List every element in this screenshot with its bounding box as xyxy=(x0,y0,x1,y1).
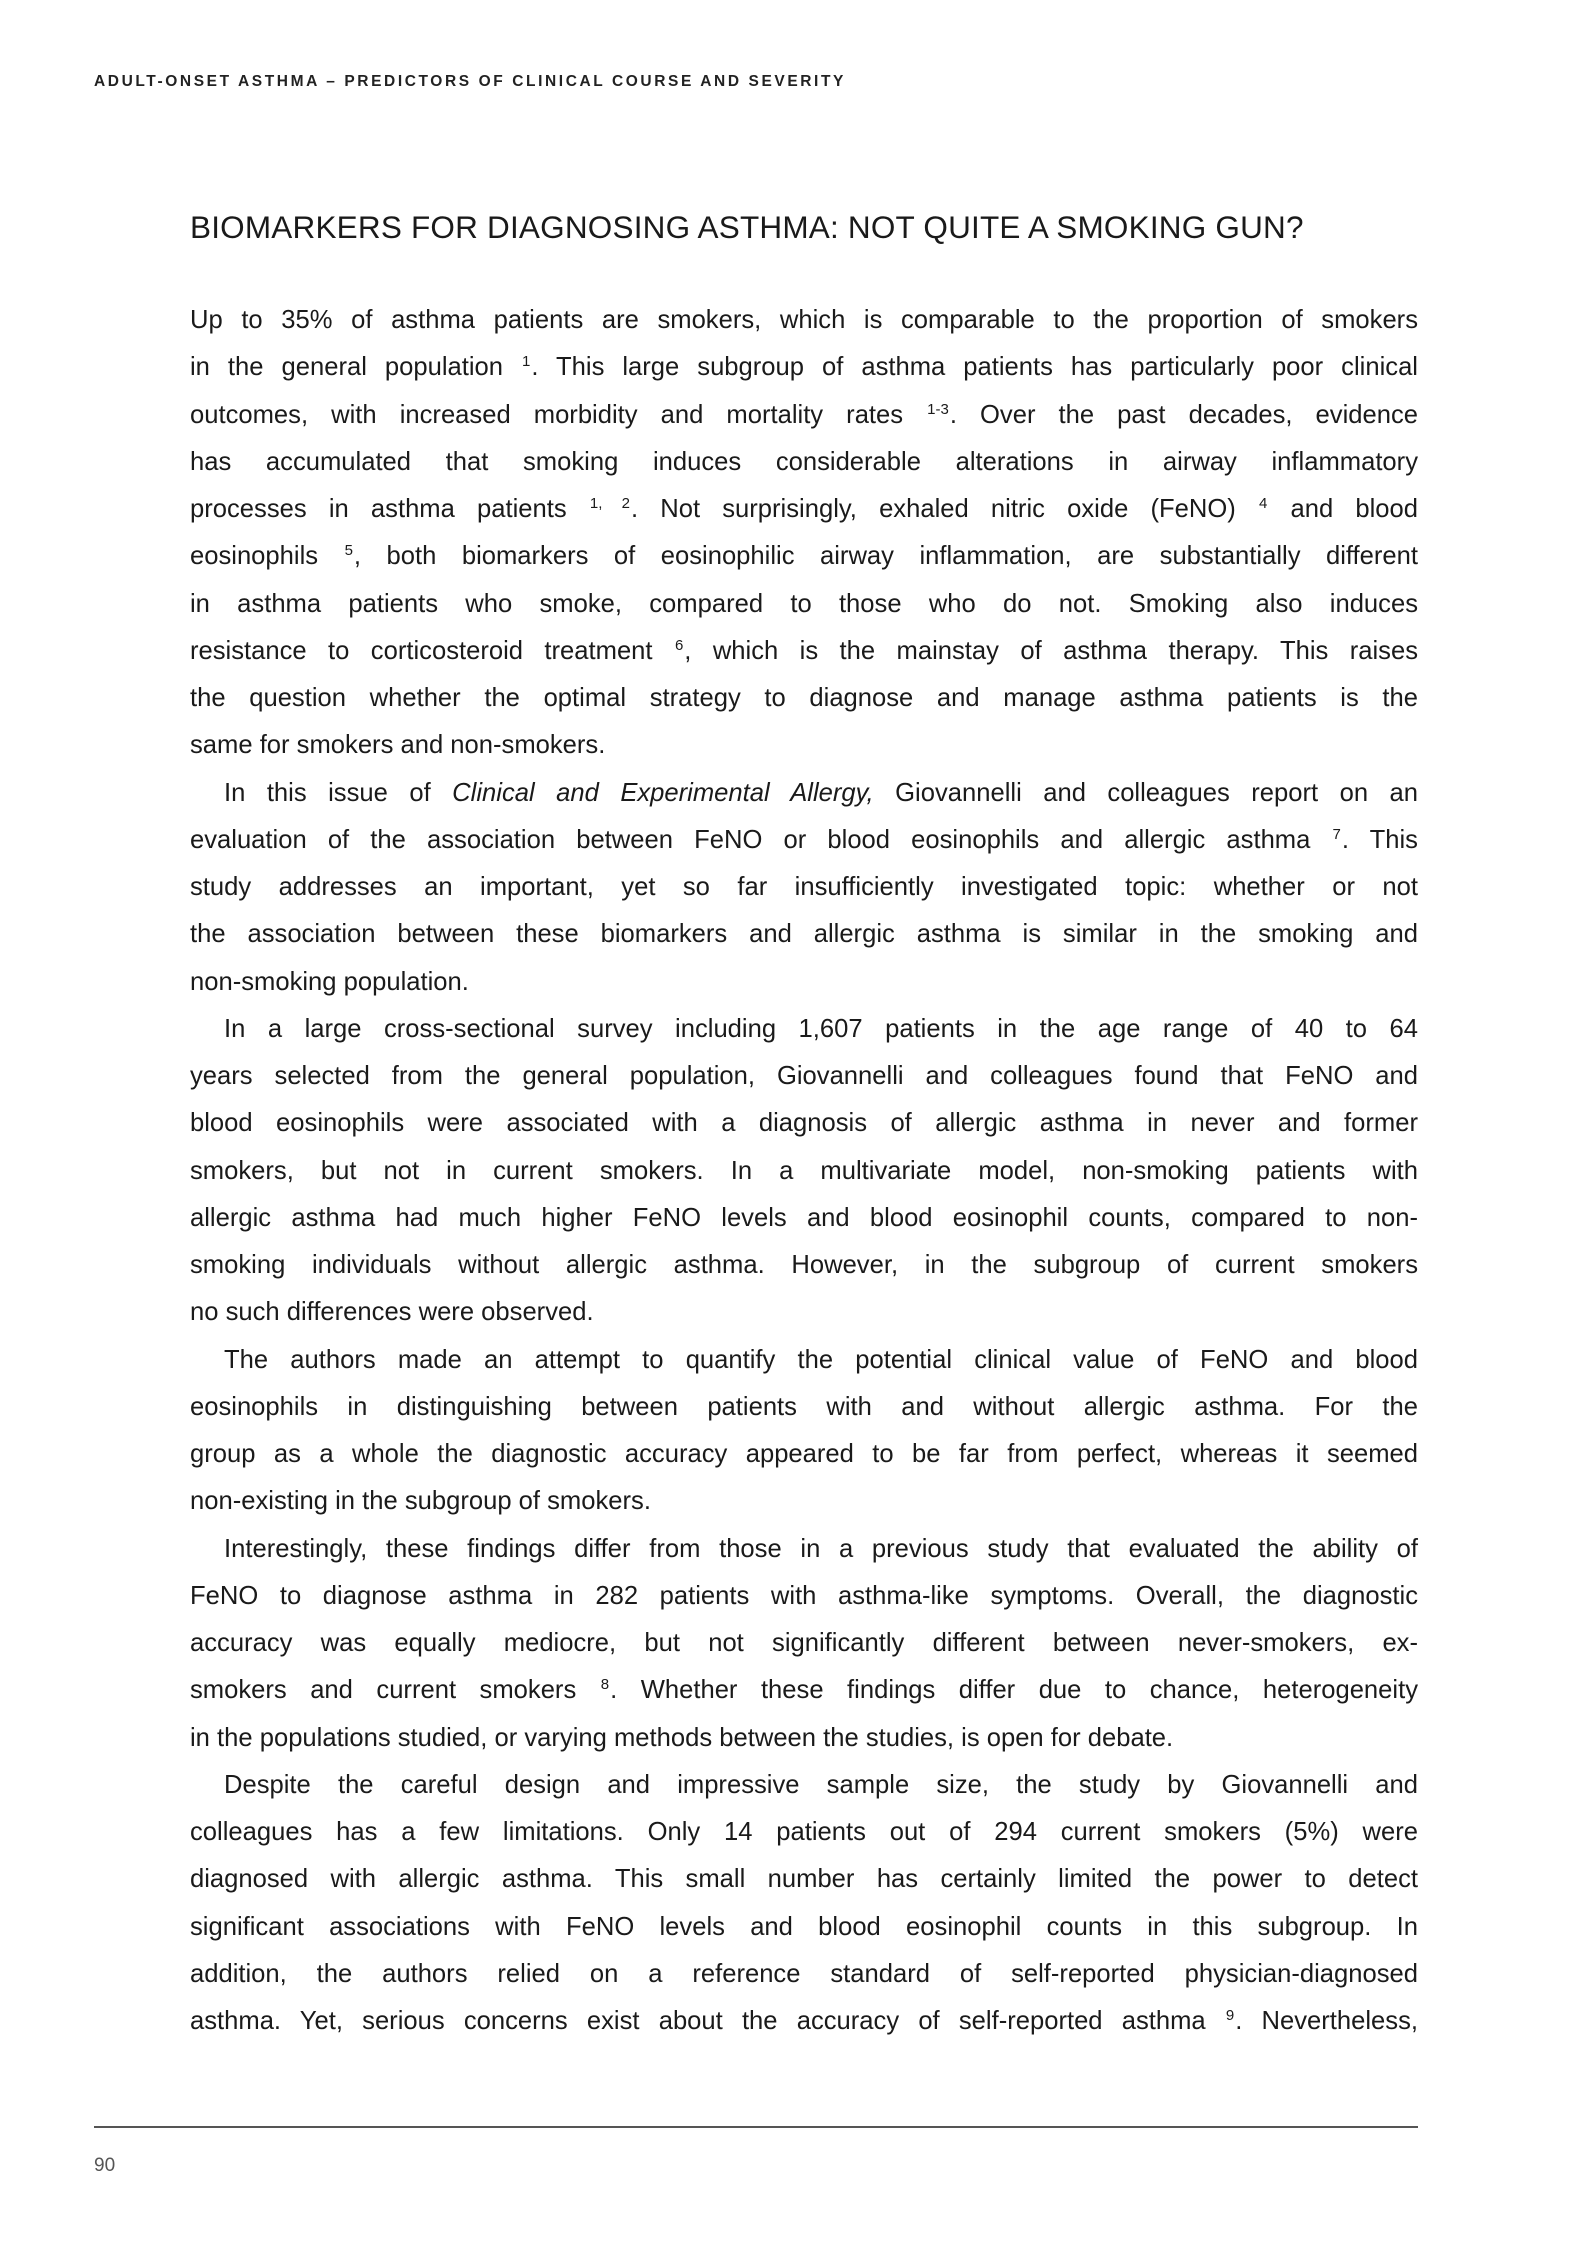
citation-superscript: 8 xyxy=(600,1676,610,1694)
text-line: in asthma patients who smoke, compared to those who do not. Smoking also induces xyxy=(190,589,1418,618)
text-line: The authors made an attempt to quantify the potential clinical value of FeNO and blood xyxy=(224,1345,1418,1374)
text-line: Despite the careful design and impressive sample size, the study by Giovannelli and xyxy=(224,1770,1418,1799)
text-line: study addresses an important, yet so far insufficiently investigated topic: whether or not xyxy=(190,873,1418,901)
citation-superscript: 6 xyxy=(674,636,684,654)
page-number: 90 xyxy=(94,2155,116,2176)
article-title: BIOMARKERS FOR DIAGNOSING ASTHMA: NOT QUITE A SMOKING GUN? xyxy=(190,209,1304,245)
text-line: group as a whole the diagnostic accuracy appeared to be far from perfect, whereas it seemed xyxy=(190,1440,1418,1468)
text-line: same for smokers and non-smokers. xyxy=(190,731,606,760)
text-line: years selected from the general population, Giovannelli and colleagues found that FeNO and xyxy=(190,1062,1418,1090)
paragraph xyxy=(190,770,1418,1006)
text-line: FeNO to diagnose asthma in 282 patients with asthma-like symptoms. Overall, the diagnostic xyxy=(190,1581,1418,1610)
text-line: blood eosinophils were associated with a diagnosis of allergic asthma in never and former xyxy=(190,1109,1418,1138)
citation-superscript: 9 xyxy=(1225,2007,1235,2024)
text-line: non-smoking population. xyxy=(190,967,469,996)
citation-superscript: 1 xyxy=(522,353,531,371)
text-line: evaluation of the association between FeNO or blood eosinophils and allergic asthma $^7$. This xyxy=(190,825,1418,854)
text-line: smokers, but not in current smokers. In a multivariate model, non-smoking patients with xyxy=(190,1156,1418,1185)
paragraph xyxy=(190,1337,1418,1526)
text-line: allergic asthma had much higher FeNO levels and blood eosinophil counts, compared to non- xyxy=(190,1203,1418,1232)
text-line: has accumulated that smoking induces considerable alterations in airway inflammatory xyxy=(190,447,1418,476)
paragraph xyxy=(190,1006,1418,1337)
text-line: Interestingly, these findings differ from those in a previous study that evaluated the ability of xyxy=(224,1534,1418,1563)
text-line: resistance to corticosteroid treatment $^6$, which is the mainstay of asthma therapy. This raises xyxy=(190,636,1419,665)
text-line: accuracy was equally mediocre, but not significantly different between never-smokers, ex- xyxy=(190,1629,1418,1657)
citation-superscript: 4 xyxy=(1258,495,1268,512)
text-line: the association between these biomarkers and allergic asthma is similar in the smoking and xyxy=(190,920,1418,949)
text-line: no such differences were observed. xyxy=(190,1298,594,1327)
text-line: the question whether the optimal strategy to diagnose and manage asthma patients is the xyxy=(190,684,1418,712)
text-line: diagnosed with allergic asthma. This small number has certainly limited the power to detect xyxy=(190,1865,1418,1894)
text-line: eosinophils in distinguishing between patients with and without allergic asthma. For the xyxy=(190,1392,1418,1421)
text-line: eosinophils $^5$, both biomarkers of eosinophilic airway inflammation, are substantially different xyxy=(190,542,1419,571)
journal-title-italic: Clinical and Experimental Allergy, xyxy=(452,778,874,807)
citation-superscript: 7 xyxy=(1332,825,1341,843)
text-line: in the populations studied, or varying methods between the studies, is open for debate. xyxy=(190,1723,1174,1752)
text-line: addition, the authors relied on a reference standard of self-reported physician-diagnosed xyxy=(190,1959,1418,1988)
text-line: smoking individuals without allergic asthma. However, in the subgroup of current smokers xyxy=(190,1251,1418,1279)
running-head: ADULT-ONSET ASTHMA – PREDICTORS OF CLINICAL COURSE AND SEVERITY xyxy=(94,73,846,90)
citation-superscript: 5 xyxy=(344,542,353,560)
text-line: In a large cross-sectional survey including 1,607 patients in the age range of 40 to 64 xyxy=(224,1014,1418,1043)
article-body xyxy=(190,297,1418,2045)
text-line: In this issue of Clinical and Experimental Allergy, Giovannelli and colleagues report on an xyxy=(224,778,1418,807)
citation-superscript: 1, 2 xyxy=(589,495,630,512)
footer-divider xyxy=(94,2126,1418,2128)
citation-superscript: 1-3 xyxy=(927,400,949,418)
text-line: non-existing in the subgroup of smokers. xyxy=(190,1487,651,1516)
text-line: colleagues has a few limitations. Only 14 patients out of 294 current smokers (5%) were xyxy=(190,1818,1418,1846)
text-line: Up to 35% of asthma patients are smokers, which is comparable to the proportion of smokers xyxy=(190,306,1418,334)
paragraph xyxy=(190,1762,1418,2046)
paragraph xyxy=(190,297,1418,770)
paragraph xyxy=(190,1526,1418,1762)
text-line: outcomes, with increased morbidity and mortality rates $^{1-3}$. Over the past decades, evidence xyxy=(190,400,1418,429)
text-line: processes in asthma patients $^{1, 2}$. Not surprisingly, exhaled nitric oxide (FeNO) $^4$ and blood xyxy=(190,495,1418,523)
text-line: asthma. Yet, serious concerns exist about the accuracy of self-reported asthma $^9$. Nevertheless, xyxy=(190,2007,1418,2035)
text-line: smokers and current smokers $^8$. Whether these findings differ due to chance, heterogeneity xyxy=(190,1676,1418,1705)
text-line: in the general population $^1$. This large subgroup of asthma patients has particularly poor clinical xyxy=(190,353,1418,382)
text-line: significant associations with FeNO levels and blood eosinophil counts in this subgroup. In xyxy=(190,1912,1418,1941)
